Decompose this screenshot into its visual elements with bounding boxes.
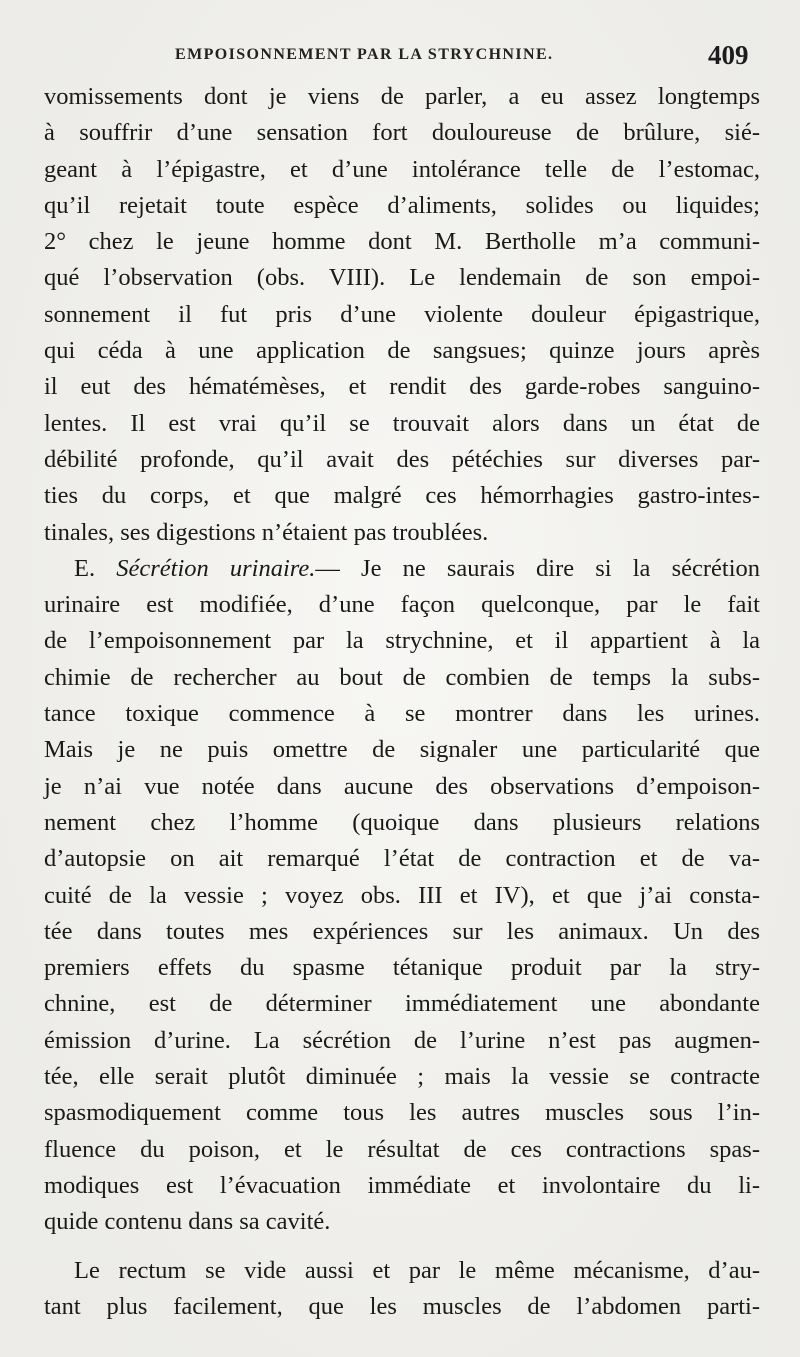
body-text [44,79,760,1325]
text-line: geant à l’épigastre, et d’une intolérance telle de l’estomac, [44,155,760,183]
text-line: d’autopsie on ait remarqué l’état de contraction et de va- [44,845,760,873]
text-line: émission d’urine. La sécrétion de l’urine n’est pas augmen- [44,1026,760,1054]
text-line: il eut des hématémèses, et rendit des garde-robes sanguino- [44,373,760,401]
text-line: modiques est l’évacuation immédiate et involontaire du li- [44,1171,760,1199]
text-line: 2° chez le jeune homme dont M. Bertholle m’a communi- [44,228,760,256]
text-line: Le rectum se vide aussi et par le même mécanisme, d’au- [74,1256,760,1284]
text-line: nement chez l’homme (quoique dans plusieurs relations [44,808,760,836]
text-line: Mais je ne puis omettre de signaler une particularité que [44,736,760,764]
text-line: à souffrir d’une sensation fort douloureuse de brûlure, sié- [44,119,760,147]
running-title: EMPOISONNEMENT PAR LA STRYCHNINE. [175,46,554,63]
text-line: je n’ai vue notée dans aucune des observations d’empoison- [44,772,760,800]
section-title: Sécrétion urinaire. [116,554,316,582]
page-number: 409 [708,40,749,70]
text-line: fluence du poison, et le résultat de ces contractions spas- [44,1135,760,1163]
section-heading-line [44,551,760,587]
paragraph-end-line: quide contenu dans sa cavité. [44,1208,331,1236]
text-line: de l’empoisonnement par la strychnine, et il appartient à la [44,627,760,655]
text-line: lentes. Il est vrai qu’il se trouvait alors dans un état de [44,409,760,437]
running-head [0,40,800,80]
text-line: qui céda à une application de sangsues; quinze jours après [44,337,760,365]
text-line: débilité profonde, qu’il avait des pétéchies sur diverses par- [44,445,760,473]
text-line: spasmodiquement comme tous les autres muscles sous l’in- [44,1099,760,1127]
text-line: chnine, est de déterminer immédiatement une abondante [44,990,760,1018]
section-lead-text: — Je ne saurais dire si la sécrétion [315,554,761,582]
text-line: chimie de rechercher au bout de combien de temps la subs- [44,663,760,691]
text-line: tée, elle serait plutôt diminuée ; mais la vessie se contracte [44,1063,760,1091]
text-line: tance toxique commence à se montrer dans les urines. [44,700,760,728]
text-line: vomissements dont je viens de parler, a eu assez longtemps [44,83,760,110]
section-label: E. [74,554,96,582]
paragraph-spacer [44,1241,760,1253]
text-line: urinaire est modifiée, d’une façon quelconque, par le fait [44,591,760,619]
text-line: cuité de la vessie ; voyez obs. III et IV), et que j’ai consta- [44,881,760,909]
text-line: qué l’observation (obs. VIII). Le lendemain de son empoi- [44,264,760,292]
text-line: tée dans toutes mes expériences sur les animaux. Un des [44,917,760,945]
text-line: sonnement il fut pris d’une violente douleur épigastrique, [44,300,760,328]
text-line: premiers effets du spasme tétanique produit par la stry- [44,954,760,982]
text-line: qu’il rejetait toute espèce d’aliments, solides ou liquides; [44,191,760,219]
text-line: tant plus facilement, que les muscles de l’abdomen parti- [44,1292,760,1320]
paragraph-end-line: tinales, ses digestions n’étaient pas troublées. [44,518,489,546]
text-line: ties du corps, et que malgré ces hémorrhagies gastro-intes- [44,482,760,510]
